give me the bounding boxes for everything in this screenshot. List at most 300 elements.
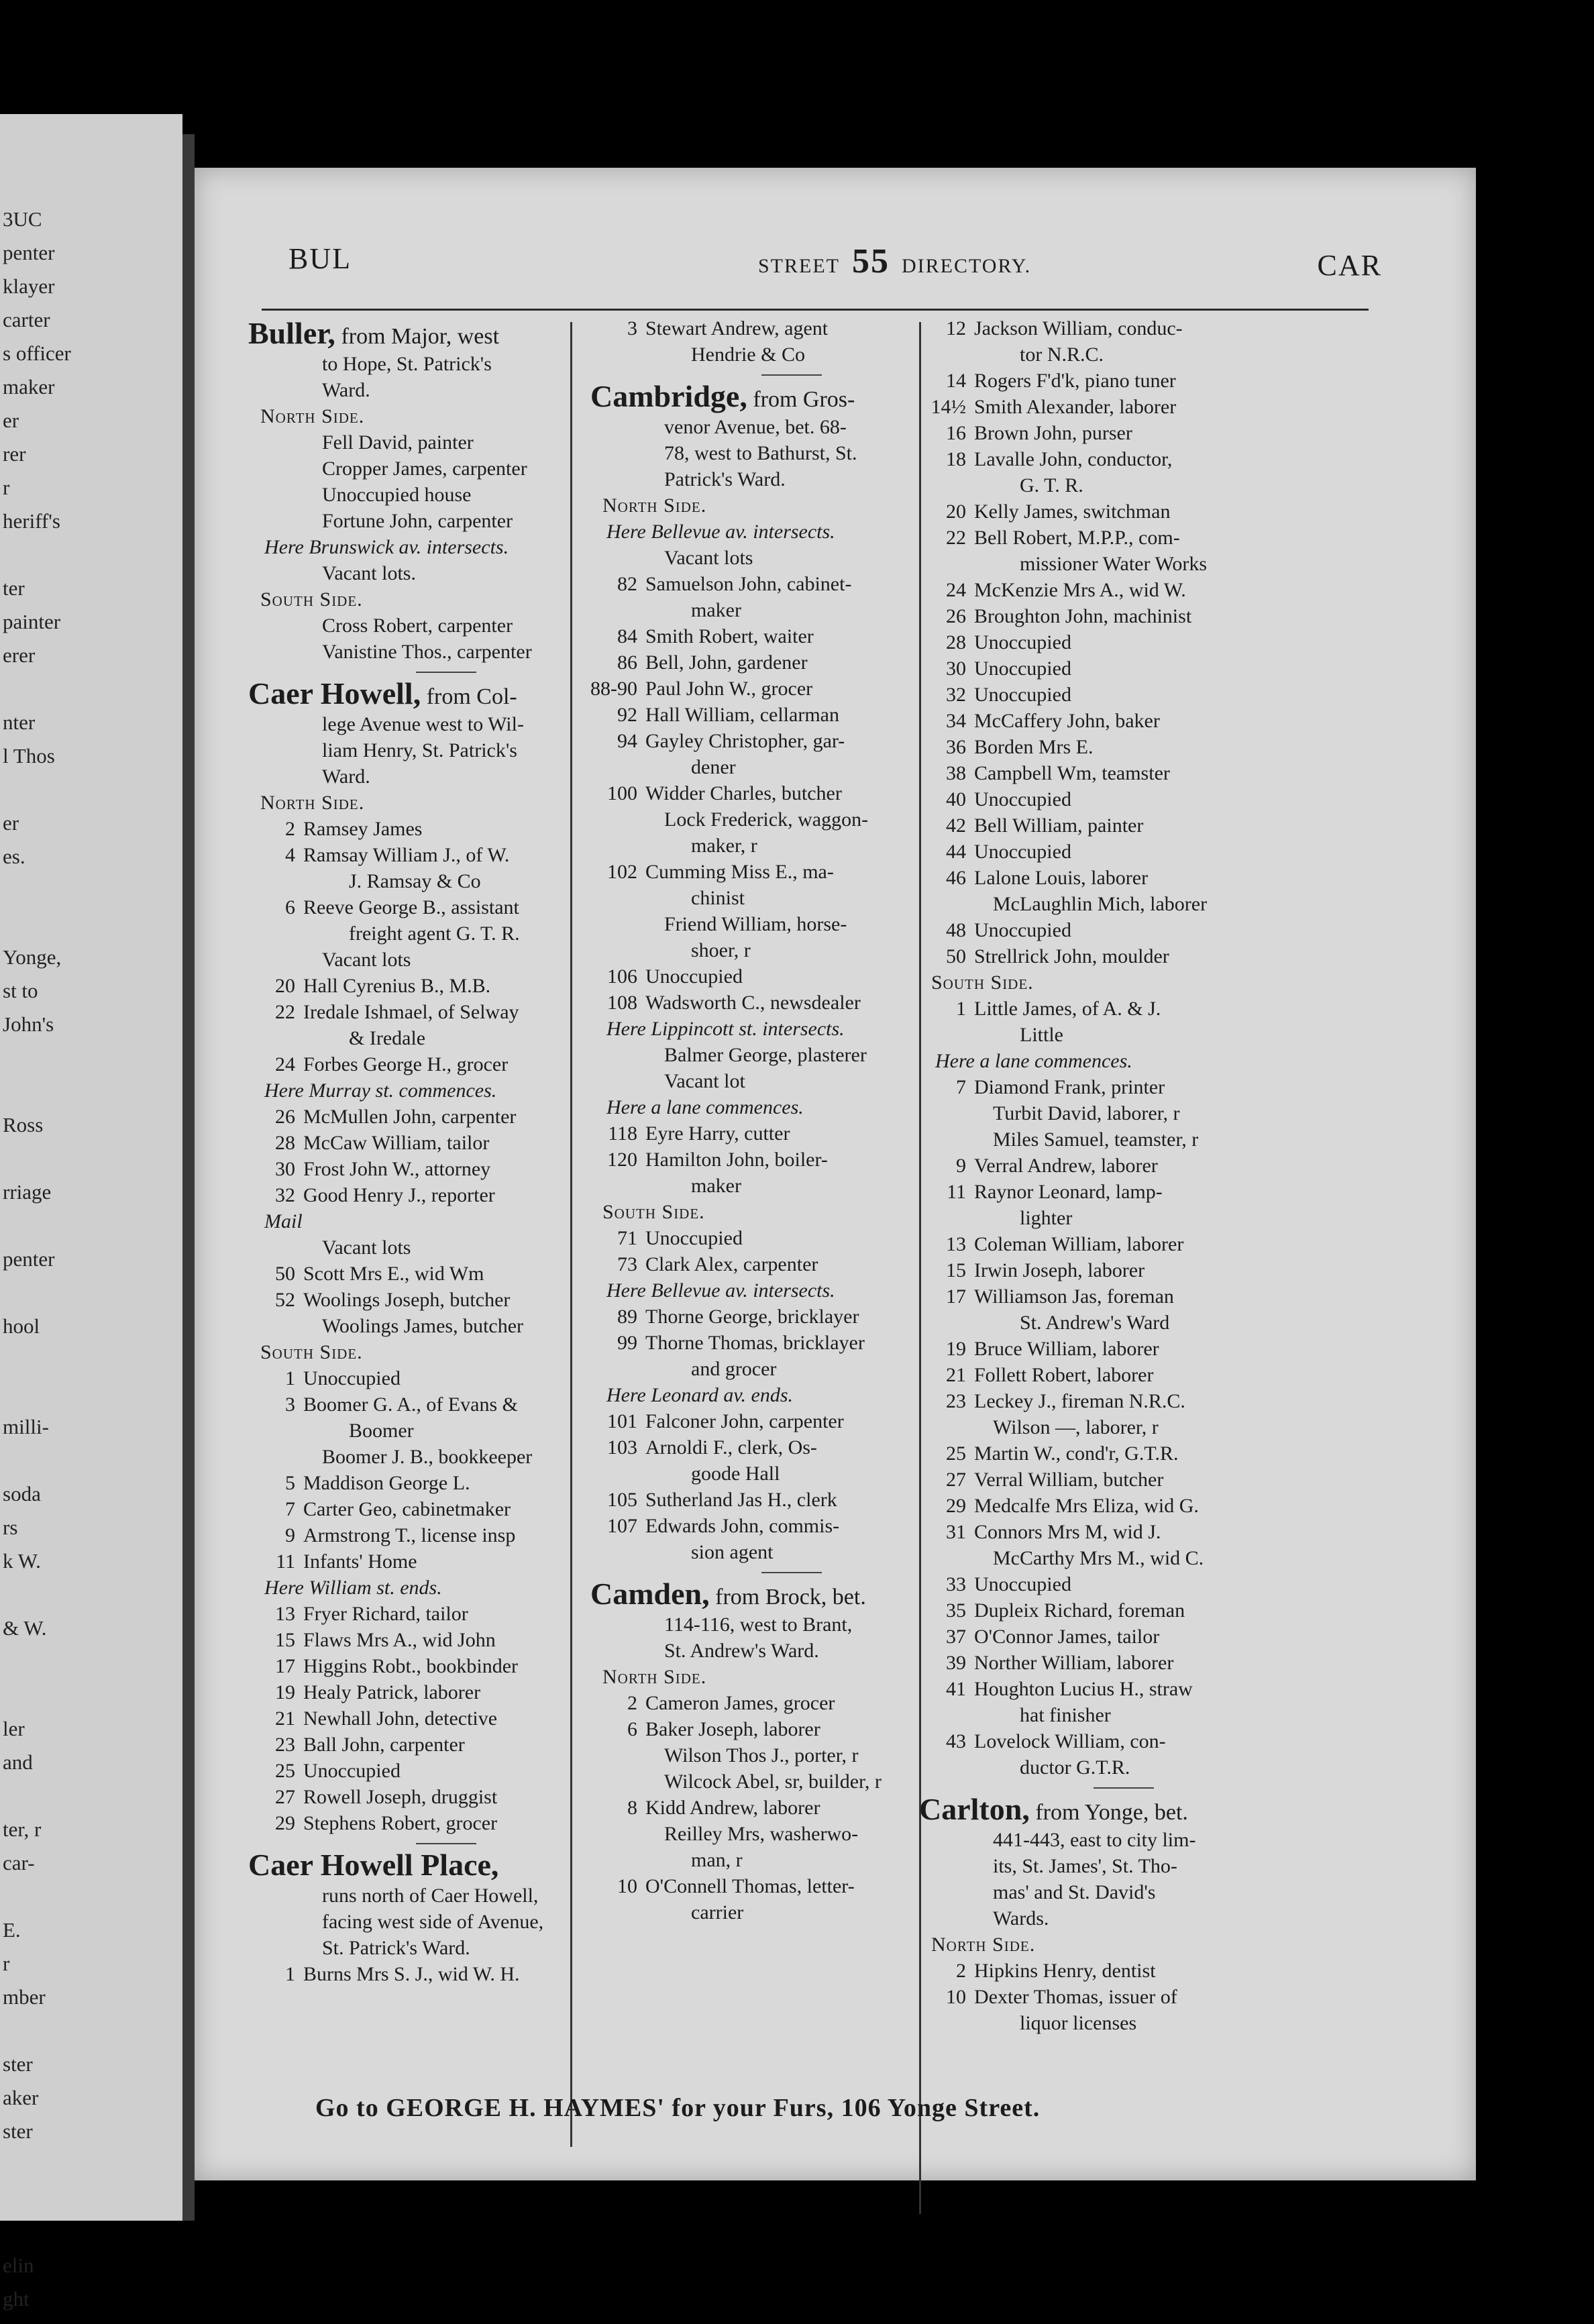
resident-text: Dupleix Richard, foreman [974,1599,1185,1622]
house-number: 13 [275,1603,295,1625]
directory-entry [919,682,1328,708]
resident-text: Unoccupied [974,919,1071,941]
resident-text: Rowell Joseph, druggist [303,1786,498,1808]
house-number: 31 [946,1521,966,1543]
directory-entry [248,1653,644,1679]
resident-text: Kidd Andrew, laborer [645,1797,820,1819]
resident-text: Diamond Frank, printer [974,1076,1165,1098]
entry-continuation: Little [1020,1024,1063,1046]
house-number: 92 [617,704,637,726]
directory-page [195,168,1476,2180]
house-number: 12 [946,317,966,339]
italic-note: Here Leonard av. ends. [606,1384,793,1406]
directory-entry [248,973,644,999]
house-number: 22 [275,1001,295,1023]
resident-text: Cameron James, grocer [645,1692,835,1714]
entry-continuation: hat finisher [1020,1704,1111,1726]
house-number: 17 [275,1655,295,1677]
directory-entry [248,1287,644,1313]
resident-text: Unoccupied [645,1227,743,1249]
directory-entry [919,1676,1328,1702]
directory-entry [919,1493,1328,1519]
house-number: 1 [285,1367,295,1389]
resident-text: Arnoldi F., clerk, Os- [645,1436,817,1459]
directory-entry: Vacant lots. [322,562,416,584]
house-number: 52 [275,1289,295,1311]
house-number: 11 [947,1181,966,1203]
house-number: 82 [617,573,637,595]
house-number: 99 [617,1332,637,1354]
directory-entry: Fortune John, carpenter [322,510,513,532]
header-center [758,242,1031,281]
street-description: from Gros- [747,387,855,412]
house-number: 15 [946,1259,966,1281]
street-description: from Major, west [335,324,500,349]
resident-text: Bruce William, laborer [974,1338,1159,1360]
house-number: 73 [617,1253,637,1275]
directory-entry: McLaughlin Mich, laborer [993,893,1208,915]
house-number: 23 [275,1734,295,1756]
street-description-line: 441-443, east to city lim- [993,1829,1196,1851]
street-description-line: Patrick's Ward. [664,468,786,490]
directory-entry: Turbit David, laborer, r [993,1102,1180,1124]
house-number: 33 [946,1573,966,1595]
directory-entry [248,842,644,868]
house-number: 35 [946,1599,966,1622]
resident-text: Coleman William, laborer [974,1233,1184,1255]
directory-entry [919,734,1328,760]
resident-text: Iredale Ishmael, of Selway [303,1001,519,1023]
left-page-text: es. [3,845,25,868]
directory-entry [919,420,1328,446]
house-number: 5 [285,1472,295,1494]
street-description: from Yonge, bet. [1029,1800,1188,1825]
directory-entry [919,1336,1328,1362]
resident-text: Williamson Jas, foreman [974,1285,1174,1308]
house-number: 42 [946,814,966,837]
house-number: 40 [946,788,966,810]
house-number: 88-90 [590,678,637,700]
house-number: 22 [946,527,966,549]
directory-entry [248,1784,644,1810]
resident-text: Unoccupied [974,1573,1071,1595]
directory-entry [919,1231,1328,1257]
column-3 [919,315,1328,2036]
section-separator [761,374,822,376]
directory-entry [919,603,1328,629]
directory-entry [919,708,1328,734]
directory-entry [919,917,1328,943]
house-number: 1 [285,1963,295,1985]
resident-text: Strellrick John, moulder [974,945,1169,967]
house-number: 103 [607,1436,637,1459]
house-number: 24 [275,1053,295,1075]
house-number: 7 [285,1498,295,1520]
entry-continuation: dener [691,756,736,778]
left-page-text: rriage [3,1180,52,1204]
resident-text: Unoccupied [974,684,1071,706]
street-description-line: to Hope, St. Patrick's [322,353,492,375]
directory-entry [248,1391,644,1418]
directory-entry [248,816,644,842]
resident-text: Higgins Robt., bookbinder [303,1655,518,1677]
street-name: Carlton, [919,1792,1030,1826]
house-number: 46 [946,867,966,889]
house-number: 107 [607,1515,637,1537]
left-page-text: st to [3,979,38,1002]
entry-continuation: maker [691,599,741,621]
left-page-text: rs [3,1516,18,1539]
house-number: 18 [946,448,966,470]
left-page-text: aker [3,2086,39,2109]
left-page-text: nter [3,710,36,734]
directory-entry: Unoccupied house [322,484,472,506]
resident-text: Newhall John, detective [303,1707,498,1730]
resident-text: Unoccupied [974,841,1071,863]
resident-text: Paul John W., grocer [645,678,813,700]
house-number: 3 [627,317,637,339]
left-page-text: mber [3,1985,46,2009]
resident-text: Flaws Mrs A., wid John [303,1629,496,1651]
resident-text: Thorne Thomas, bricklayer [645,1332,865,1354]
house-number: 8 [627,1797,637,1819]
house-number: 2 [285,818,295,840]
resident-text: McKenzie Mrs A., wid W. [974,579,1186,601]
street-name: Caer Howell, [248,676,421,710]
house-number: 32 [946,684,966,706]
house-number: 19 [946,1338,966,1360]
street-description-line: lege Avenue west to Wil- [322,713,524,735]
italic-note: Here a lane commences. [606,1096,804,1118]
directory-entry [919,786,1328,812]
street-description-line: liam Henry, St. Patrick's [322,739,517,761]
italic-note: Here Bellevue av. intersects. [606,1279,835,1302]
entry-continuation: man, r [691,1849,743,1871]
house-number: 3 [285,1393,295,1416]
resident-text: Verral Andrew, laborer [974,1155,1158,1177]
house-number: 16 [946,422,966,444]
side-heading: South Side. [260,1341,363,1363]
resident-text: Wadsworth C., newsdealer [645,992,861,1014]
directory-entry [248,1496,644,1522]
left-page-text: ster [3,2052,33,2076]
resident-text: Unoccupied [974,657,1071,680]
entry-continuation: Boomer [349,1420,414,1442]
resident-text: Burns Mrs S. J., wid W. H. [303,1963,520,1985]
directory-entry [248,1961,644,1987]
left-page-text: maker [3,375,55,399]
house-number: 14½ [931,396,966,418]
directory-entry [919,1074,1328,1100]
street-heading [248,316,644,351]
house-number: 27 [946,1469,966,1491]
directory-entry [248,1365,644,1391]
italic-note: Here a lane commences. [935,1050,1132,1072]
house-number: 71 [617,1227,637,1249]
house-number: 84 [617,625,637,647]
house-number: 50 [946,945,966,967]
directory-entry [248,1601,644,1627]
house-number: 100 [607,782,637,804]
directory-entry: Lock Frederick, waggon- [664,808,869,831]
directory-entry: Fell David, painter [322,431,474,454]
house-number: 36 [946,736,966,758]
left-page-text: soda [3,1482,41,1506]
resident-text: Connors Mrs M, wid J. [974,1521,1161,1543]
street-description-line: mas' and St. David's [993,1881,1156,1903]
resident-text: Scott Mrs E., wid Wm [303,1263,484,1285]
street-heading [919,1792,1328,1827]
resident-text: Campbell Wm, teamster [974,762,1170,784]
street-description-line: venor Avenue, bet. 68- [664,416,847,438]
house-number: 101 [607,1410,637,1432]
left-page-text: r [3,1952,10,1975]
house-number: 30 [275,1158,295,1180]
side-heading: North Side. [602,1666,707,1688]
house-number: 20 [946,500,966,523]
resident-text: Martin W., cond'r, G.T.R. [974,1442,1179,1465]
house-number: 4 [285,844,295,866]
entry-continuation: missioner Water Works [1020,553,1208,575]
directory-entry: Friend William, horse- [664,913,847,935]
resident-text: Hall Cyrenius B., M.B. [303,975,491,997]
house-number: 25 [275,1760,295,1782]
street-name: Caer Howell Place, [248,1848,499,1882]
entry-continuation: maker, r [691,835,757,857]
resident-text: Bell, John, gardener [645,651,808,674]
resident-text: Frost John W., attorney [303,1158,491,1180]
directory-entry [248,1104,644,1130]
directory-entry [919,1624,1328,1650]
house-number: 23 [946,1390,966,1412]
resident-text: Forbes George H., grocer [303,1053,509,1075]
house-number: 10 [946,1986,966,2008]
book-gutter [182,134,195,2221]
directory-entry [919,394,1328,420]
resident-text: Leckey J., fireman N.R.C. [974,1390,1185,1412]
resident-text: Fryer Richard, tailor [303,1603,468,1625]
resident-text: Stephens Robert, grocer [303,1812,498,1834]
left-page-text: Ross [3,1113,44,1137]
house-number: 44 [946,841,966,863]
header-directory: DIRECTORY. [902,255,1032,277]
resident-text: Irwin Joseph, laborer [974,1259,1145,1281]
house-number: 11 [276,1550,295,1573]
street-description: from Col- [421,684,517,709]
directory-entry [919,1440,1328,1467]
left-page-text: er [3,811,19,835]
directory-entry [919,368,1328,394]
left-page-text: erer [3,643,36,667]
house-number: 120 [607,1149,637,1171]
left-page-text: r [3,476,10,499]
directory-entry [248,1051,644,1077]
resident-text: Borden Mrs E. [974,736,1094,758]
directory-entry [919,1467,1328,1493]
resident-text: Eyre Harry, cutter [645,1122,790,1145]
directory-entry [248,1679,644,1705]
house-number: 105 [607,1489,637,1511]
side-heading: South Side. [931,971,1034,994]
entry-continuation: J. Ramsay & Co [349,870,481,892]
street-heading [248,676,644,711]
resident-text: Norther William, laborer [974,1652,1174,1674]
left-page-text: elin [3,2254,34,2277]
resident-text: Bell William, painter [974,814,1144,837]
house-number: 7 [956,1076,966,1098]
resident-text: Ball John, carpenter [303,1734,465,1756]
directory-entry [919,629,1328,655]
house-number: 2 [627,1692,637,1714]
column-divider [570,322,572,2147]
resident-text: Ramsey James [303,818,423,840]
house-number: 86 [617,651,637,674]
resident-text: Samuelson John, cabinet- [645,573,852,595]
resident-text: Woolings Joseph, butcher [303,1289,511,1311]
street-description-line: 114-116, west to Brant, [664,1614,853,1636]
page-header [288,242,1382,282]
directory-entry [919,1597,1328,1624]
house-number: 10 [617,1875,637,1897]
resident-text: Hall William, cellarman [645,704,839,726]
house-number: 89 [617,1306,637,1328]
entry-continuation: Hendrie & Co [691,344,805,366]
directory-entry: Wilcock Abel, sr, builder, r [664,1771,882,1793]
resident-text: Boomer G. A., of Evans & [303,1393,518,1416]
house-number: 9 [956,1155,966,1177]
left-page-text: car- [3,1851,35,1874]
left-page-text: rer [3,442,26,466]
italic-note: Mail [264,1210,303,1232]
header-left-guide: BUL [288,242,352,275]
directory-entry [248,1522,644,1548]
house-number: 24 [946,579,966,601]
italic-note: Here Brunswick av. intersects. [264,536,509,558]
resident-text: Rogers F'd'k, piano tuner [974,370,1176,392]
left-page-text: l Thos [3,744,55,768]
house-number: 29 [275,1812,295,1834]
entry-continuation: freight agent G. T. R. [349,922,520,945]
street-name: Cambridge, [590,379,747,413]
resident-text: Unoccupied [303,1760,401,1782]
directory-entry: Wilson Thos J., porter, r [664,1744,859,1766]
directory-entry [248,1130,644,1156]
directory-entry [248,1627,644,1653]
resident-text: Little James, of A. & J. [974,998,1161,1020]
house-number: 94 [617,730,637,752]
left-page-text: ler [3,1717,25,1740]
entry-continuation: and grocer [691,1358,777,1380]
left-page-text: painter [3,610,61,633]
directory-entry: Vacant lots [322,949,411,971]
house-number: 15 [275,1629,295,1651]
directory-entry [919,760,1328,786]
directory-entry [248,894,644,920]
entry-continuation: ductor G.T.R. [1020,1756,1130,1779]
entry-continuation: carrier [691,1901,744,1923]
left-page-text: E. [3,1918,21,1942]
house-number: 50 [275,1263,295,1285]
left-page-text: & W. [3,1616,47,1640]
page-number: 55 [852,242,890,280]
house-number: 38 [946,762,966,784]
directory-entry [919,315,1328,341]
street-name: Buller, [248,316,335,350]
left-page-text: and [3,1750,33,1774]
resident-text: Stewart Andrew, agent [645,317,829,339]
italic-note: Here Bellevue av. intersects. [606,521,835,543]
directory-entry [919,1984,1328,2010]
directory-entry [248,1261,644,1287]
directory-entry [919,1728,1328,1754]
house-number: 29 [946,1495,966,1517]
resident-text: Sutherland Jas H., clerk [645,1489,837,1511]
resident-text: Gayley Christopher, gar- [645,730,845,752]
entry-continuation: chinist [691,887,745,909]
section-separator [761,1572,822,1573]
street-description-line: Wards. [993,1907,1049,1930]
left-page-text: k W. [3,1549,41,1573]
directory-entry: Vacant lots [664,547,753,569]
resident-text: Lalone Louis, laborer [974,867,1149,889]
side-heading: North Side. [931,1934,1036,1956]
directory-entry [248,1758,644,1784]
resident-text: Falconer John, carpenter [645,1410,844,1432]
left-page-text: ght [3,2287,30,2311]
street-description-line: 78, west to Bathurst, St. [664,442,857,464]
entry-continuation: liquor licenses [1020,2012,1137,2034]
street-name: Camden, [590,1577,710,1611]
house-number: 43 [946,1730,966,1752]
section-separator [416,672,476,673]
house-number: 9 [285,1524,295,1546]
left-page-text: heriff's [3,509,60,533]
resident-text: Ramsay William J., of W. [303,844,510,866]
street-description-line: Ward. [322,765,370,788]
directory-entry: Woolings James, butcher [322,1315,524,1337]
street-description-line: St. Andrew's Ward. [664,1640,819,1662]
directory-entry: Vanistine Thos., carpenter [322,641,532,663]
directory-entry [248,1732,644,1758]
resident-text: Widder Charles, butcher [645,782,842,804]
directory-entry: Balmer George, plasterer [664,1044,867,1066]
left-page-fragment [0,114,182,2311]
resident-text: Dexter Thomas, issuer of [974,1986,1177,2008]
house-number: 21 [275,1707,295,1730]
resident-text: Baker Joseph, laborer [645,1718,820,1740]
italic-note: Here Murray st. commences. [264,1079,497,1102]
entry-continuation: St. Andrew's Ward [1020,1312,1170,1334]
house-number: 28 [275,1132,295,1154]
directory-entry [248,1470,644,1496]
advertisement-footer: Go to GEORGE H. HAYMES' for your Furs, 106 Yonge Street. [315,2094,1041,2122]
resident-text: Edwards John, commis- [645,1515,840,1537]
house-number: 1 [956,998,966,1020]
header-right-guide: CAR [1317,249,1382,282]
directory-entry [919,498,1328,525]
directory-entry [919,1958,1328,1984]
resident-text: Thorne George, bricklayer [645,1306,859,1328]
left-page-text: klayer [3,274,55,298]
street-description-line: St. Patrick's Ward. [322,1937,470,1959]
house-number: 2 [956,1960,966,1982]
directory-entry: Vacant lots [322,1236,411,1259]
section-separator [1094,1787,1154,1789]
resident-text: Cumming Miss E., ma- [645,861,834,883]
italic-note: Here Lippincott st. intersects. [606,1018,845,1040]
directory-entry [248,1810,644,1836]
left-page-text: penter [3,1247,55,1271]
